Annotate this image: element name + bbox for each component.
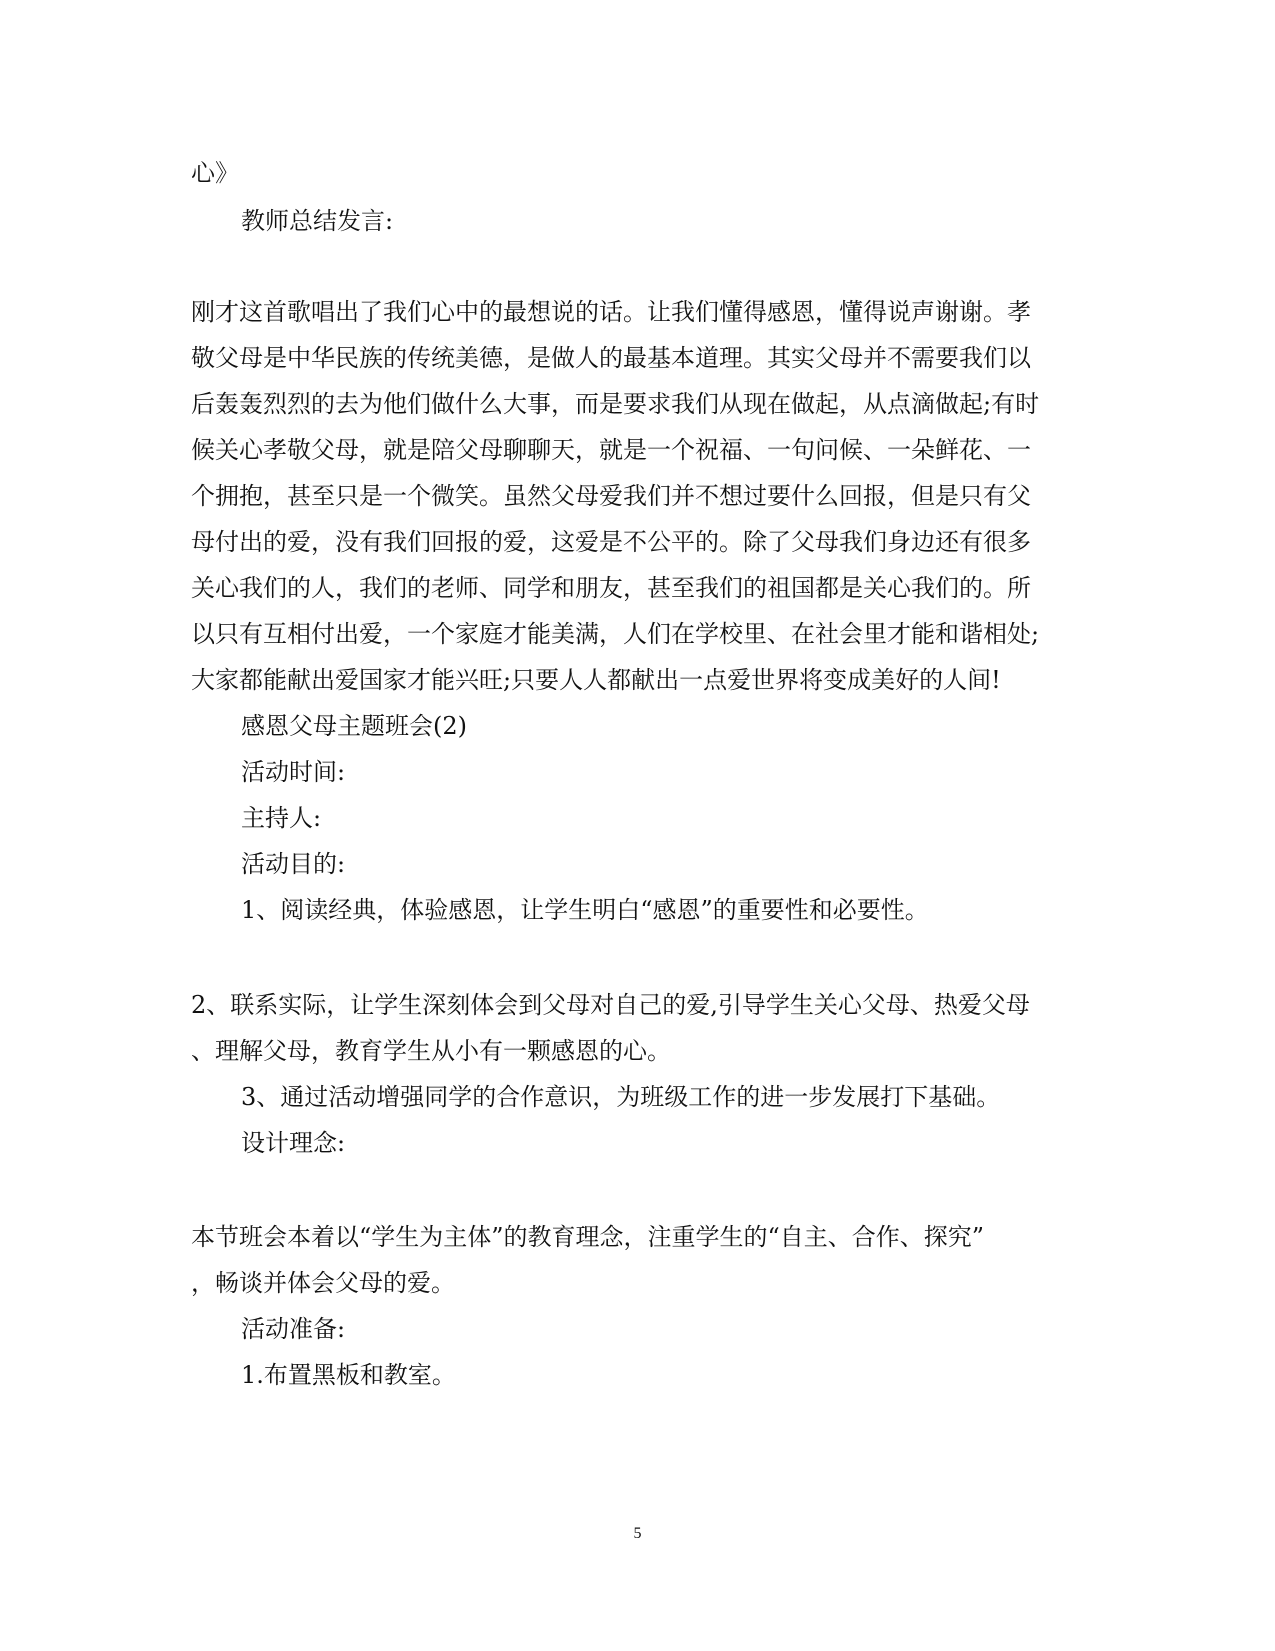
text-line: 心》 (191, 159, 239, 187)
text-line: 母付出的爱，没有我们回报的爱，这爱是不公平的。除了父母我们身边还有很多 (191, 528, 1031, 556)
text-line: 关心我们的人，我们的老师、同学和朋友，甚至我们的祖国都是关心我们的。所 (191, 574, 1031, 602)
text-line: 本节班会本着以“学生为主体”的教育理念，注重学生的“自主、合作、探究” (191, 1223, 985, 1251)
text-line: 2、联系实际，让学生深刻体会到父母对自己的爱,引导学生关心父母、热爱父母 (191, 991, 1030, 1019)
page-number: 5 (633, 1525, 642, 1542)
section-heading: 感恩父母主题班会(2) (241, 712, 467, 740)
text-line: 活动时间: (241, 758, 346, 786)
text-line: 、理解父母，教育学生从小有一颗感恩的心。 (191, 1037, 671, 1065)
text-line: 活动目的: (241, 850, 346, 878)
text-line: 设计理念: (241, 1129, 346, 1157)
text-line: 3、通过活动增强同学的合作意识，为班级工作的进一步发展打下基础。 (241, 1083, 1001, 1111)
text-line: 候关心孝敬父母，就是陪父母聊聊天，就是一个祝福、一句问候、一朵鲜花、一 (191, 436, 1031, 464)
text-line: 主持人: (241, 804, 322, 832)
text-line: ，畅谈并体会父母的爱。 (191, 1269, 455, 1297)
text-line: 后轰轰烈烈的去为他们做什么大事，而是要求我们从现在做起，从点滴做起;有时 (191, 390, 1040, 418)
text-line: 刚才这首歌唱出了我们心中的最想说的话。让我们懂得感恩，懂得说声谢谢。孝 (191, 298, 1031, 326)
text-line: 1.布置黑板和教室。 (241, 1361, 456, 1389)
text-line: 个拥抱，甚至只是一个微笑。虽然父母爱我们并不想过要什么回报，但是只有父 (191, 482, 1031, 510)
text-line: 以只有互相付出爱，一个家庭才能美满，人们在学校里、在社会里才能和谐相处; (191, 620, 1040, 648)
text-line: 教师总结发言: (241, 207, 394, 235)
text-line: 1、阅读经典，体验感恩，让学生明白“感恩”的重要性和必要性。 (241, 896, 929, 924)
text-line: 敬父母是中华民族的传统美德，是做人的最基本道理。其实父母并不需要我们以 (191, 344, 1031, 372)
text-line: 活动准备: (241, 1315, 346, 1343)
text-line: 大家都能献出爱国家才能兴旺;只要人人都献出一点爱世界将变成美好的人间! (191, 666, 1001, 694)
